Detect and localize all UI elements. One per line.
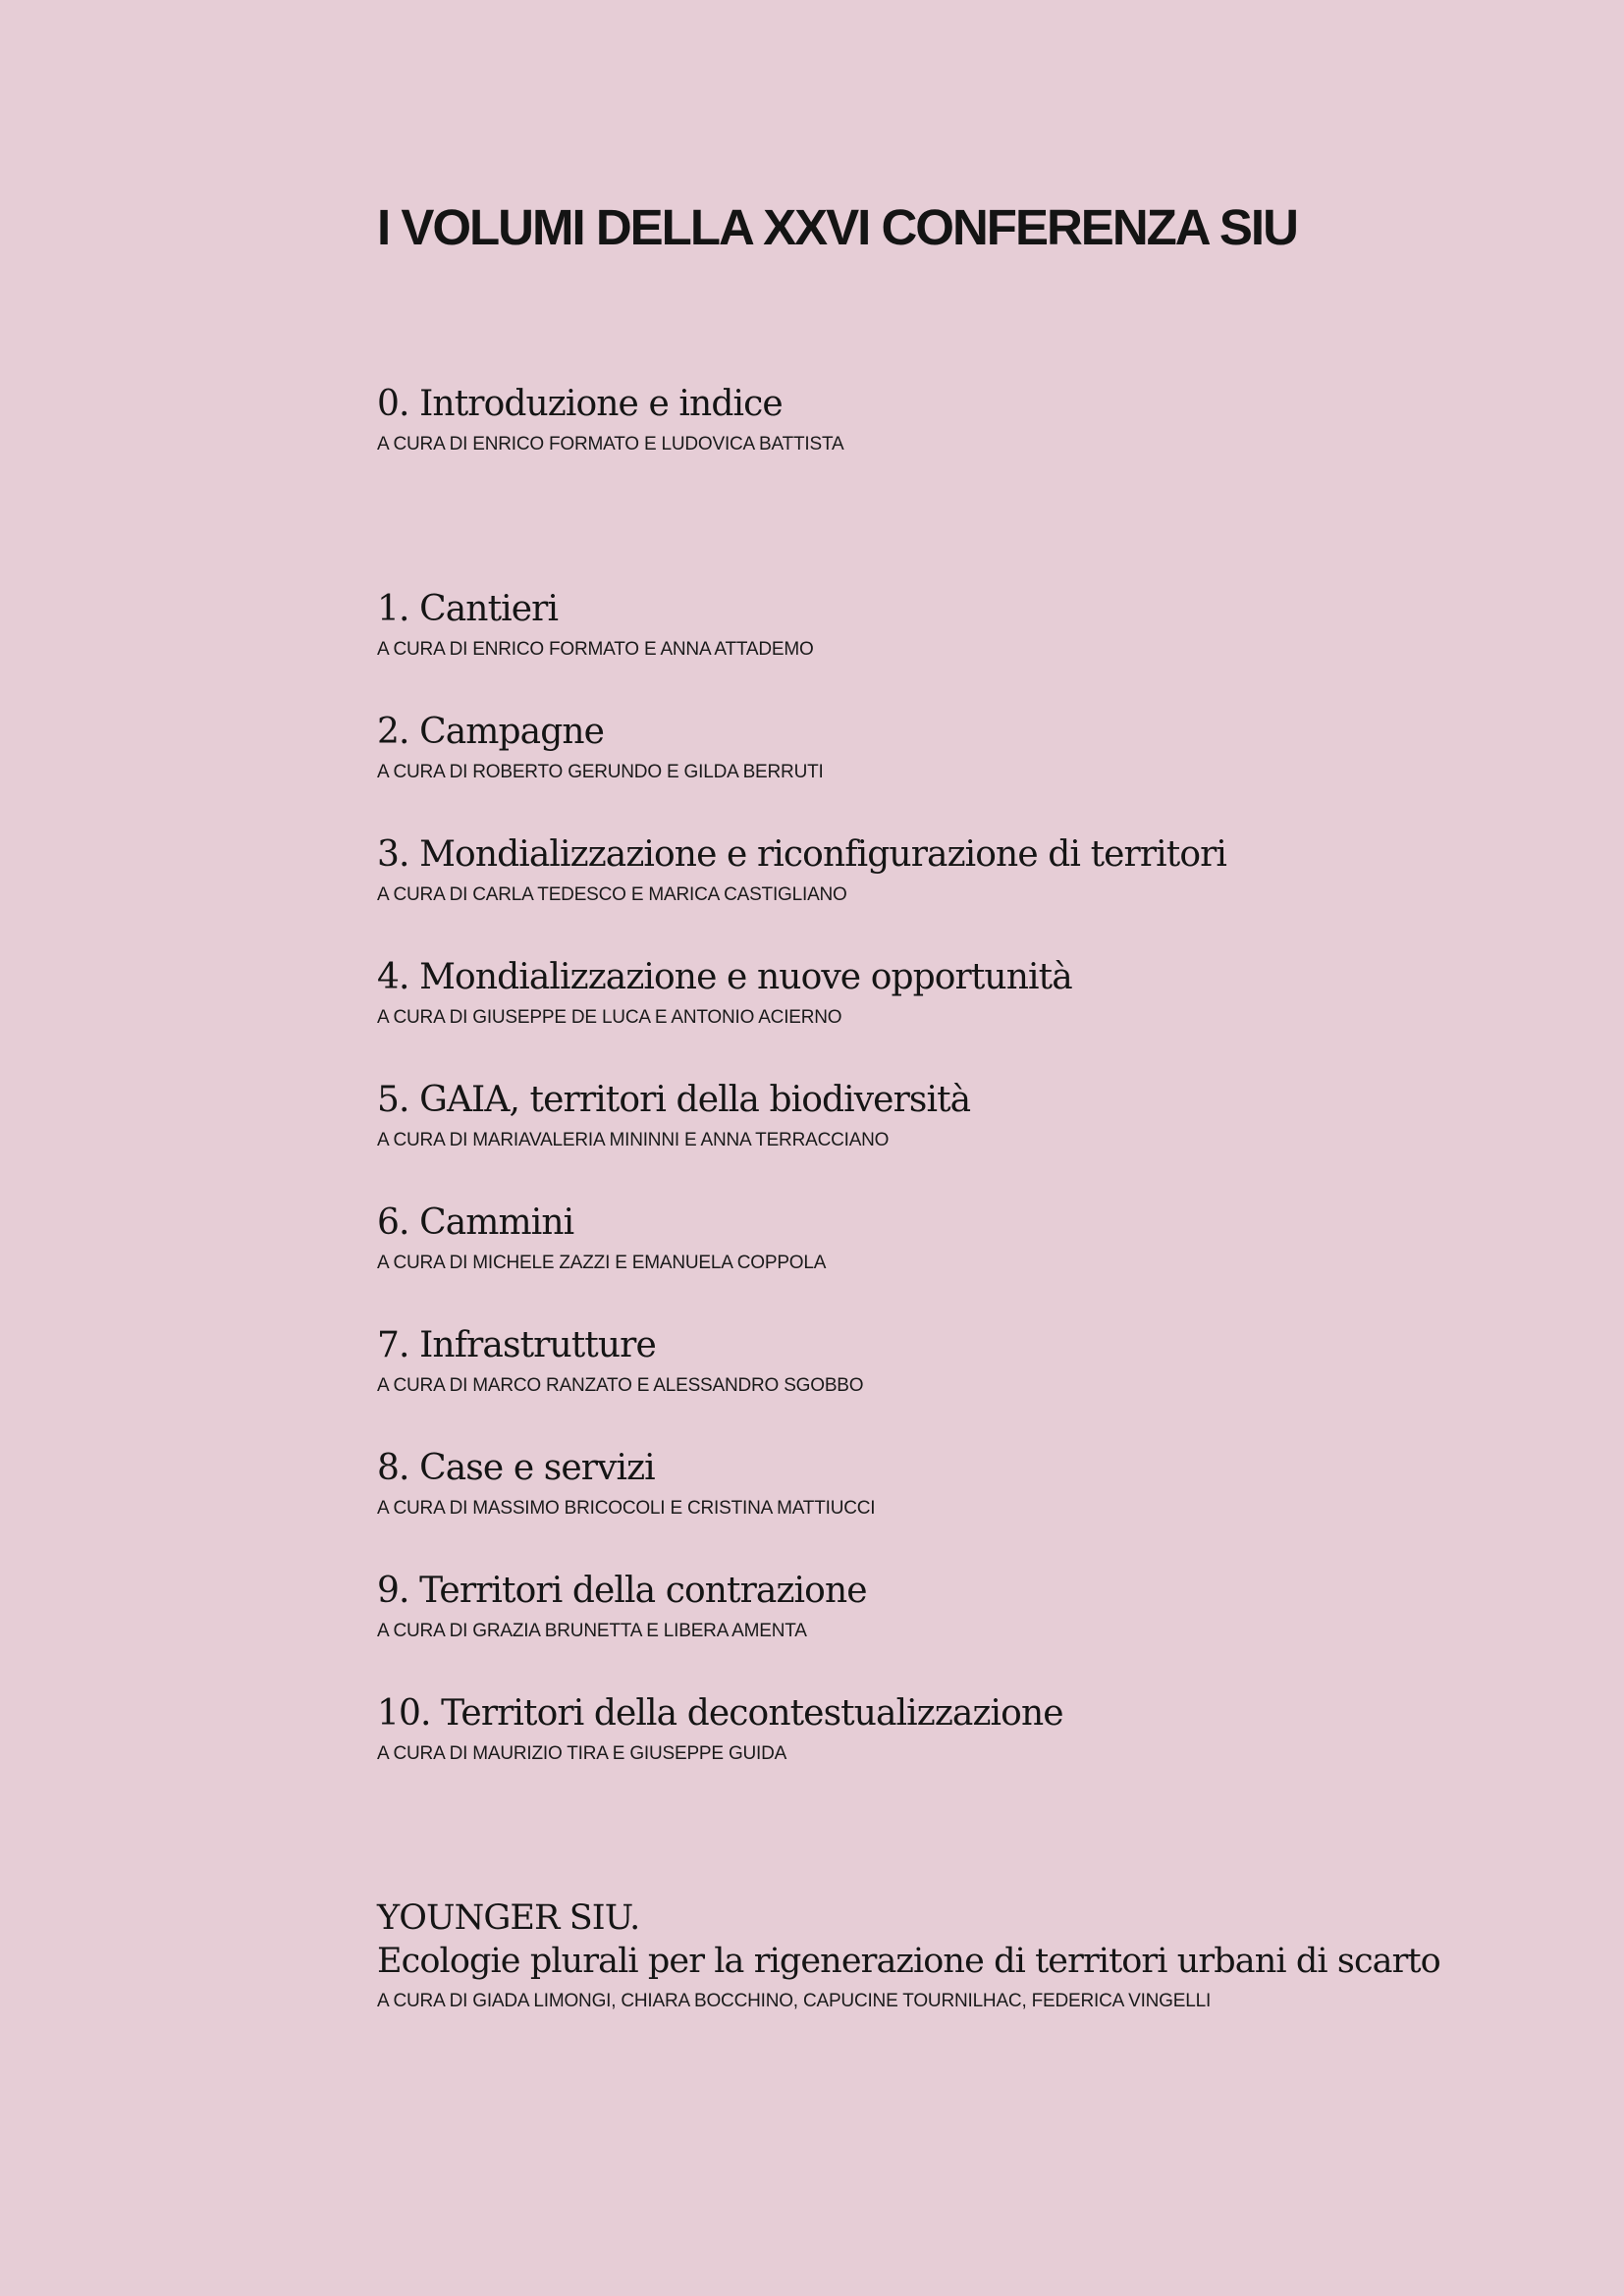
volume-title: 6. Cammini: [377, 1202, 574, 1243]
younger-siu-editors: A CURA DI GIADA LIMONGI, CHIARA BOCCHINO, CAPUCINE TOURNILHAC, FEDERICA VINGELLI: [377, 1991, 1212, 2011]
volume-title: 0. Introduzione e indice: [377, 384, 783, 424]
volume-title: 1. Cantieri: [377, 589, 559, 629]
volume-editors: A CURA DI GRAZIA BRUNETTA E LIBERA AMENTA: [377, 1621, 807, 1641]
volume-editors: A CURA DI MAURIZIO TIRA E GIUSEPPE GUIDA: [377, 1743, 787, 1764]
volume-editors: A CURA DI ENRICO FORMATO E LUDOVICA BATTISTA: [377, 434, 844, 454]
volume-editors: A CURA DI MARCO RANZATO E ALESSANDRO SGOBBO: [377, 1375, 864, 1396]
volume-title: 5. GAIA, territori della biodiversità: [377, 1080, 971, 1120]
volume-editors: A CURA DI ROBERTO GERUNDO E GILDA BERRUTI: [377, 762, 824, 782]
volume-title: 7. Infrastrutture: [377, 1325, 656, 1365]
volume-entry-9: [377, 1570, 1555, 1642]
volume-entry-4: [377, 956, 1555, 1029]
younger-siu-title: Ecologie plurali per la rigenerazione di territori urbani di scarto: [377, 1942, 1440, 1981]
volume-editors: A CURA DI MICHELE ZAZZI E EMANUELA COPPOLA: [377, 1253, 827, 1273]
volume-entry-6: [377, 1201, 1555, 1274]
volume-editors: A CURA DI ENRICO FORMATO E ANNA ATTADEMO: [377, 639, 814, 660]
page-heading: I VOLUMI DELLA XXVI CONFERENZA SIU: [377, 199, 1297, 255]
volume-editors: A CURA DI MASSIMO BRICOCOLI E CRISTINA MATTIUCCI: [377, 1498, 876, 1519]
volume-entry-1: [377, 588, 1555, 661]
volume-entry-10: [377, 1692, 1555, 1765]
volume-editors: A CURA DI MARIAVALERIA MININNI E ANNA TERRACCIANO: [377, 1130, 890, 1150]
volume-title: 9. Territori della contrazione: [377, 1571, 867, 1611]
volume-title: 3. Mondializzazione e riconfigurazione di territori: [377, 834, 1227, 875]
younger-siu-entry: [377, 1896, 1604, 2012]
volume-title: 4. Mondializzazione e nuove opportunità: [377, 957, 1072, 997]
volume-entry-2: [377, 711, 1555, 783]
volume-entry-3: [377, 833, 1555, 906]
volume-editors: A CURA DI GIUSEPPE DE LUCA E ANTONIO ACIERNO: [377, 1007, 842, 1028]
younger-siu-label: YOUNGER SIU.: [377, 1898, 640, 1938]
volume-entry-5: [377, 1079, 1555, 1151]
volume-entry-7: [377, 1324, 1555, 1397]
volume-entry-8: [377, 1447, 1555, 1520]
volume-title: 10. Territori della decontestualizzazione: [377, 1693, 1063, 1734]
volume-title: 2. Campagne: [377, 712, 605, 752]
volume-editors: A CURA DI CARLA TEDESCO E MARICA CASTIGLIANO: [377, 884, 847, 905]
volume-title: 8. Case e servizi: [377, 1448, 655, 1488]
volume-entry-0: [377, 383, 1555, 455]
